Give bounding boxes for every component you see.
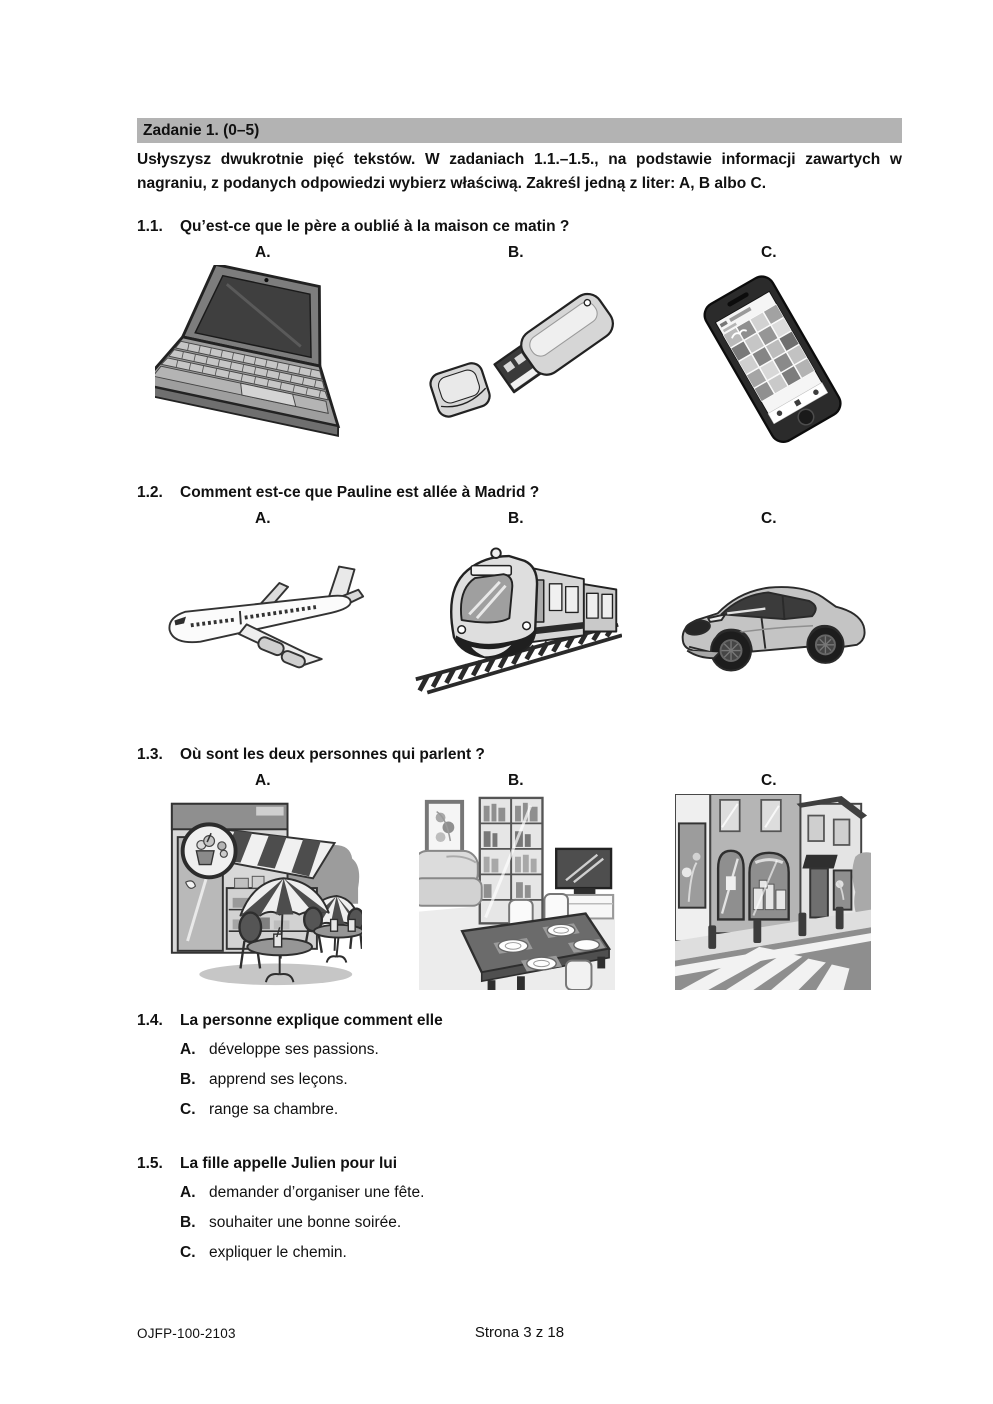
airplane-image bbox=[160, 551, 367, 691]
page-content bbox=[137, 118, 902, 1264]
option-image-c bbox=[643, 530, 902, 712]
option-letter-row bbox=[137, 508, 902, 530]
answer-option bbox=[137, 1069, 902, 1091]
option-image-b bbox=[390, 792, 643, 992]
option-label-b: B. bbox=[508, 510, 524, 527]
task-title: Zadanie 1. (0–5) bbox=[143, 122, 260, 139]
usb-flash-drive-image bbox=[414, 282, 619, 438]
option-image-c bbox=[643, 264, 902, 456]
option-label-c: C. bbox=[761, 510, 777, 527]
option-image-row bbox=[137, 792, 902, 992]
question-1-1 bbox=[137, 216, 902, 456]
question-text: Comment est-ce que Pauline est allée à Madrid ? bbox=[180, 484, 540, 501]
option-image-b bbox=[390, 530, 643, 712]
option-text: apprend ses leçons. bbox=[209, 1071, 348, 1088]
option-label-c: C. bbox=[761, 244, 777, 261]
question-1-5 bbox=[137, 1153, 902, 1264]
option-label-c: C. bbox=[180, 1244, 196, 1261]
street-shops-image bbox=[675, 794, 871, 990]
option-label-a: A. bbox=[180, 1184, 196, 1201]
train-image bbox=[412, 534, 622, 708]
answer-option bbox=[137, 1182, 902, 1204]
option-image-b bbox=[390, 264, 643, 456]
option-label-a: A. bbox=[255, 772, 271, 789]
option-label-c: C. bbox=[761, 772, 777, 789]
question-text: Où sont les deux personnes qui parlent ? bbox=[180, 746, 485, 763]
option-text: expliquer le chemin. bbox=[209, 1244, 347, 1261]
question-number: 1.1. bbox=[137, 218, 163, 235]
cafe-terrace-image bbox=[166, 794, 362, 990]
option-image-a bbox=[137, 530, 390, 712]
task-header-bar bbox=[137, 118, 902, 143]
option-label-b: B. bbox=[180, 1214, 196, 1231]
answer-option bbox=[137, 1212, 902, 1234]
smartphone-image bbox=[677, 273, 869, 447]
answer-option bbox=[137, 1039, 902, 1061]
option-text: range sa chambre. bbox=[209, 1101, 339, 1118]
question-number: 1.5. bbox=[137, 1155, 163, 1172]
task-instructions: Usłyszysz dwukrotnie pięć tekstów. W zadaniach 1.1.–1.5., na podstawie informacji zawartych w nagraniu, z podanych odpowiedzi wybierz właściwą. Zakreśl jedną z liter: A, B albo C. bbox=[137, 151, 902, 192]
exam-code: OJFP-100-2103 bbox=[137, 1326, 236, 1341]
answer-option bbox=[137, 1242, 902, 1264]
option-label-b: B. bbox=[180, 1071, 196, 1088]
question-1-2 bbox=[137, 482, 902, 712]
option-label-a: A. bbox=[180, 1041, 196, 1058]
option-image-a bbox=[137, 264, 390, 456]
option-label-a: A. bbox=[255, 244, 271, 261]
question-text: La personne explique comment elle bbox=[180, 1012, 443, 1029]
laptop-image bbox=[155, 265, 373, 455]
option-image-row bbox=[137, 530, 902, 712]
page-footer bbox=[137, 1324, 902, 1344]
question-number: 1.2. bbox=[137, 484, 163, 501]
option-text: demander d’organiser une fête. bbox=[209, 1184, 425, 1201]
page-number: Strona 3 z 18 bbox=[474, 1324, 565, 1341]
option-label-c: C. bbox=[180, 1101, 196, 1118]
question-text: Qu’est-ce que le père a oublié à la maison ce matin ? bbox=[180, 218, 570, 235]
option-image-row bbox=[137, 264, 902, 456]
option-letter-row bbox=[137, 770, 902, 792]
option-label-b: B. bbox=[508, 772, 524, 789]
question-number: 1.4. bbox=[137, 1012, 163, 1029]
question-number: 1.3. bbox=[137, 746, 163, 763]
option-text: souhaiter une bonne soirée. bbox=[209, 1214, 402, 1231]
option-label-a: A. bbox=[255, 510, 271, 527]
answer-option bbox=[137, 1099, 902, 1121]
option-text: développe ses passions. bbox=[209, 1041, 379, 1058]
living-room-image bbox=[419, 794, 615, 990]
option-image-c bbox=[643, 792, 902, 992]
question-1-3 bbox=[137, 744, 902, 992]
option-image-a bbox=[137, 792, 390, 992]
question-text: La fille appelle Julien pour lui bbox=[180, 1155, 398, 1172]
option-letter-row bbox=[137, 242, 902, 264]
question-1-4 bbox=[137, 1010, 902, 1121]
car-image bbox=[670, 559, 875, 683]
option-label-b: B. bbox=[508, 244, 524, 261]
